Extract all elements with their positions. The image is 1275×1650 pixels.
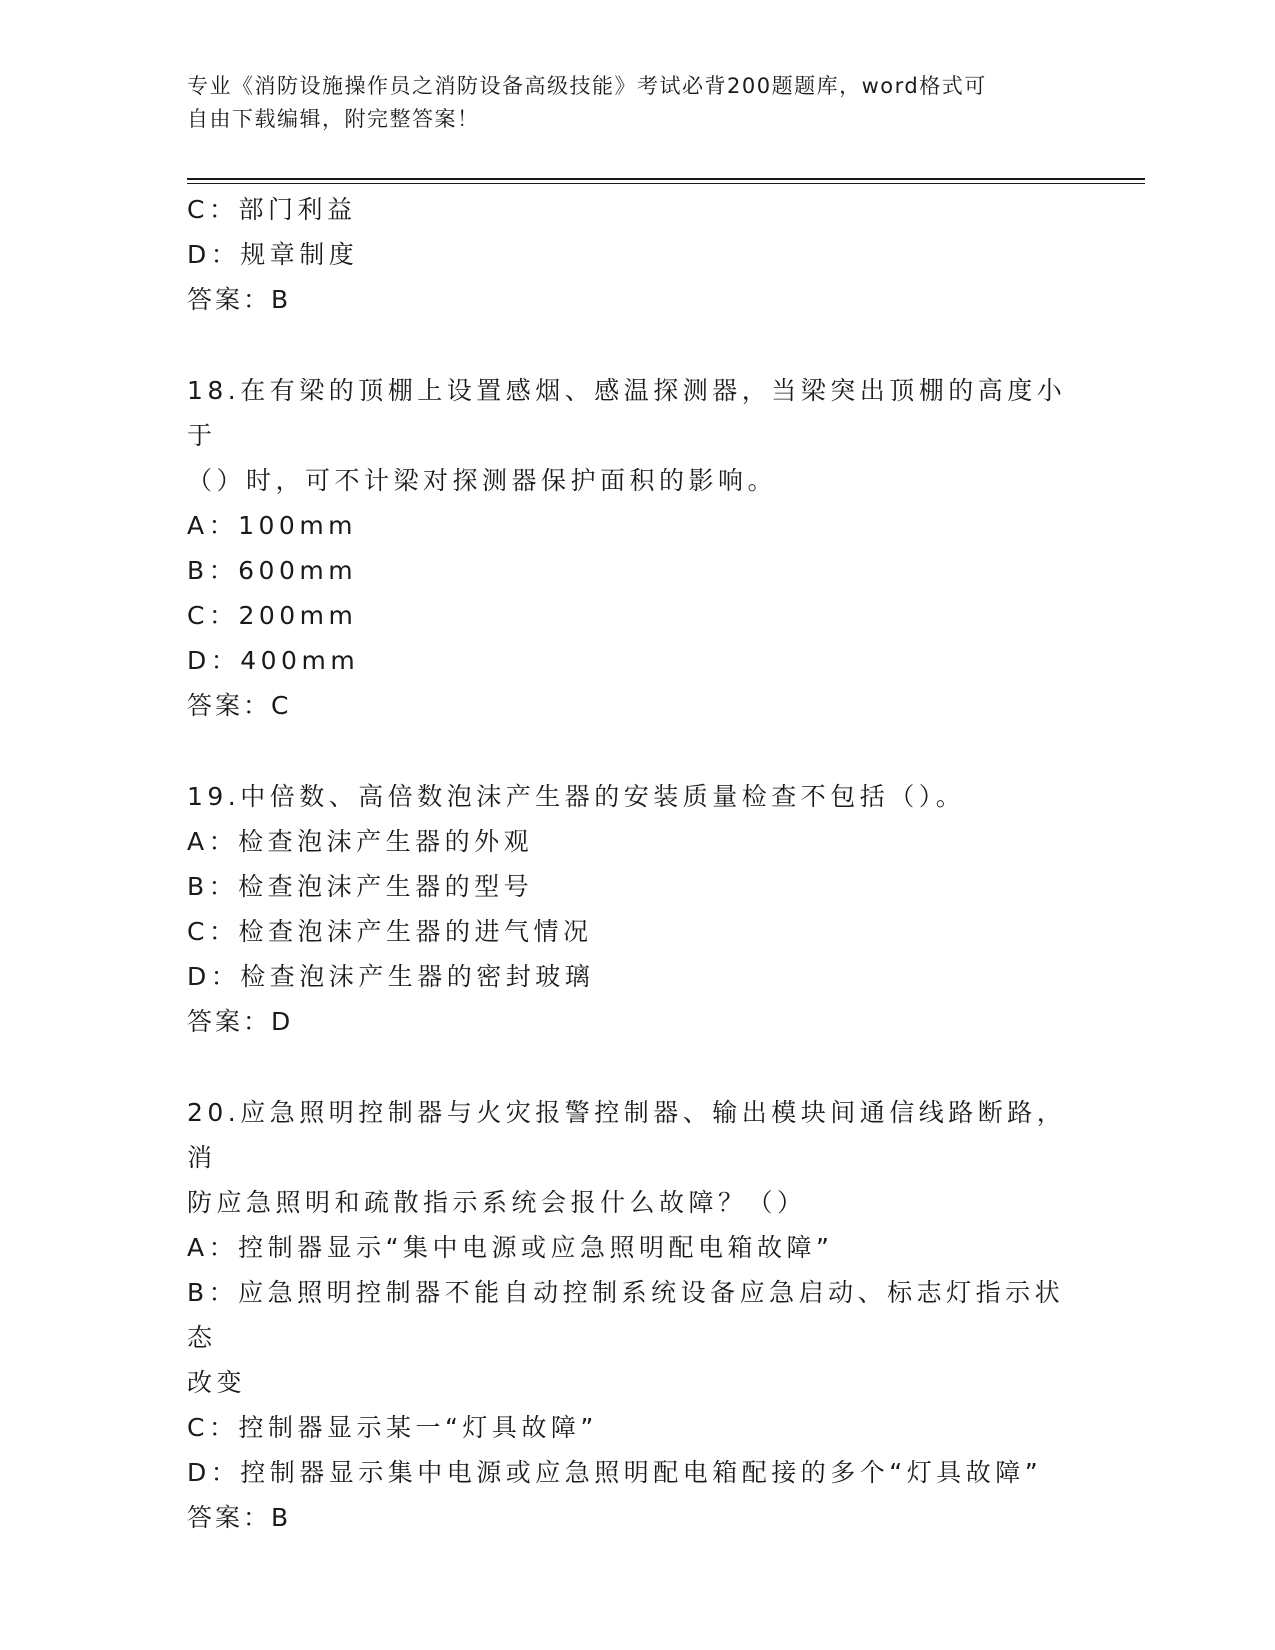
answer-line: 答案：B — [187, 285, 292, 314]
option-d: D：400mm — [187, 646, 360, 675]
question-20 — [187, 1090, 1077, 1540]
question-text: 18.在有梁的顶棚上设置感烟、感温探测器，当梁突出顶棚的高度小于 — [187, 376, 1067, 450]
option-c: C：控制器显示某一“灯具故障” — [187, 1413, 598, 1442]
option-a: A：100mm — [187, 511, 358, 540]
question-text: （）时，可不计梁对探测器保护面积的影响。 — [187, 466, 778, 495]
option-b: B：检查泡沫产生器的型号 — [187, 872, 534, 901]
option-a: A：控制器显示“集中电源或应急照明配电箱故障” — [187, 1233, 834, 1262]
answer-line: 答案：D — [187, 1007, 294, 1036]
spacer — [187, 322, 1077, 368]
question-text: 防应急照明和疏散指示系统会报什么故障？（） — [187, 1188, 807, 1217]
option-d: D：检查泡沫产生器的密封玻璃 — [187, 962, 595, 991]
option-d: D：规章制度 — [187, 240, 359, 269]
header-divider-thin — [187, 183, 1145, 184]
question-18 — [187, 368, 1077, 728]
question-text: 20.应急照明控制器与火灾报警控制器、输出模块间通信线路断路，消 — [187, 1098, 1067, 1172]
option-b: B：600mm — [187, 556, 358, 585]
spacer — [187, 1044, 1077, 1090]
option-b-continued: 改变 — [187, 1368, 247, 1397]
option-a: A：检查泡沫产生器的外观 — [187, 827, 534, 856]
question-17-tail — [187, 187, 1077, 322]
question-19 — [187, 774, 1077, 1044]
option-c: C：检查泡沫产生器的进气情况 — [187, 917, 593, 946]
answer-line: 答案：C — [187, 691, 292, 720]
option-c: C：200mm — [187, 601, 358, 630]
document-header — [187, 70, 1087, 136]
question-text: 19.中倍数、高倍数泡沫产生器的安装质量检查不包括（）。 — [187, 782, 966, 811]
option-d: D：控制器显示集中电源或应急照明配电箱配接的多个“灯具故障” — [187, 1458, 1043, 1487]
header-line-2: 自由下载编辑，附完整答案！ — [187, 107, 480, 131]
header-line-1: 专业《消防设施操作员之消防设备高级技能》考试必背200题题库，word格式可 — [187, 74, 987, 98]
option-b: B：应急照明控制器不能自动控制系统设备应急启动、标志灯指示状态 — [187, 1278, 1065, 1352]
answer-line: 答案：B — [187, 1503, 292, 1532]
header-divider-thick — [187, 178, 1145, 180]
spacer — [187, 728, 1077, 774]
document-body — [187, 187, 1077, 1540]
option-c: C：部门利益 — [187, 195, 357, 224]
